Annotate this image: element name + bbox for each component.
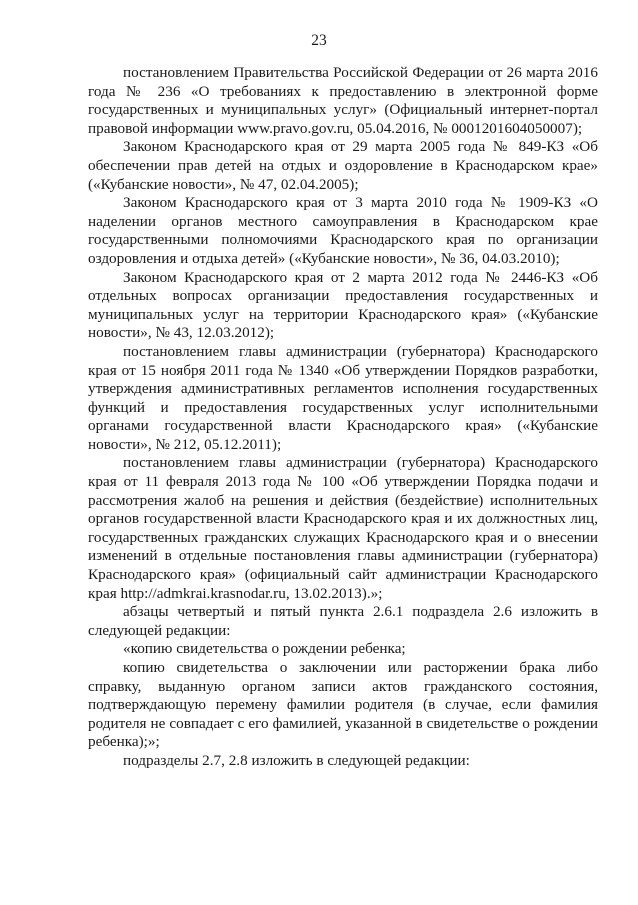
paragraph-decree-236: постановлением Правительства Российской Федерации от 26 марта 2016 года № 236 «О требованиях к предоставлению в электронной форме государственных и муниципальных услуг» (Официальный интернет-портал правовой информации www.pravo.gov.ru, 05.04.2016, № 0001201604050007); (88, 64, 598, 137)
paragraph-birth-certificate: «копию свидетельства о рождении ребенка; (123, 640, 406, 658)
paragraph-law-849-kz: Законом Краснодарского края от 29 марта 2005 года № 849-КЗ «Об обеспечении прав детей на отдых и оздоровление в Краснодарском крае» («Кубанские новости», № 47, 02.04.2005); (88, 138, 598, 193)
paragraph-marriage-certificate: копию свидетельства о заключении или расторжении брака либо справку, выданную органом записи актов гражданского состояния, подтверждающую перемену фамилии родителя (в случае, если фамилия родителя не совпадает с его фамилией, указанной в свидетельстве о рождении ребенка);»; (88, 659, 598, 751)
paragraph-law-1909-kz: Законом Краснодарского края от 3 марта 2010 года № 1909-КЗ «О наделении органов местного самоуправления в Краснодарском крае государственными полномочиями Краснодарского края по организации оздоровления и отдыха детей» («Кубанские новости», № 36, 04.03.2010); (88, 194, 598, 267)
paragraph-law-2446-kz: Законом Краснодарского края от 2 марта 2012 года № 2446-КЗ «Об отдельных вопросах организации предоставления государственных и муниципальных услуг на территории Краснодарского края» («Кубанские новости», № 43, 12.03.2012); (88, 268, 598, 342)
document-body (88, 64, 598, 771)
page-number: 23 (311, 32, 327, 49)
paragraph-amend-2-6-1: абзацы четвертый и пятый пункта 2.6.1 подраздела 2.6 изложить в следующей редакции: (88, 603, 598, 639)
paragraph-decree-1340: постановлением главы администрации (губернатора) Краснодарского края от 15 ноября 2011 года № 1340 «Об утверждении Порядков разработки, утверждения административных регламентов исполнения государственных функций и предоставления государственных услуг исполнительными органами государственной власти Краснодарского края» («Кубанские новости», № 212, 05.12.2011); (88, 342, 598, 453)
paragraph-subsections-2-7-2-8: подразделы 2.7, 2.8 изложить в следующей редакции: (123, 751, 470, 769)
paragraph-decree-100: постановлением главы администрации (губернатора) Краснодарского края от 11 февраля 2013 года № 100 «Об утверждении Порядка подачи и рассмотрения жалоб на решения и действия (бездействие) исполнительных органов государственной власти Краснодарского края и их должностных лиц, государственных гражданских служащих Краснодарского края и о внесении изменений в отдельные постановления главы администрации (губернатора) Краснодарского края» (официальный сайт администрации Краснодарского края http://admkrai.krasnodar.ru, 13.02.2013).»; (88, 454, 598, 602)
